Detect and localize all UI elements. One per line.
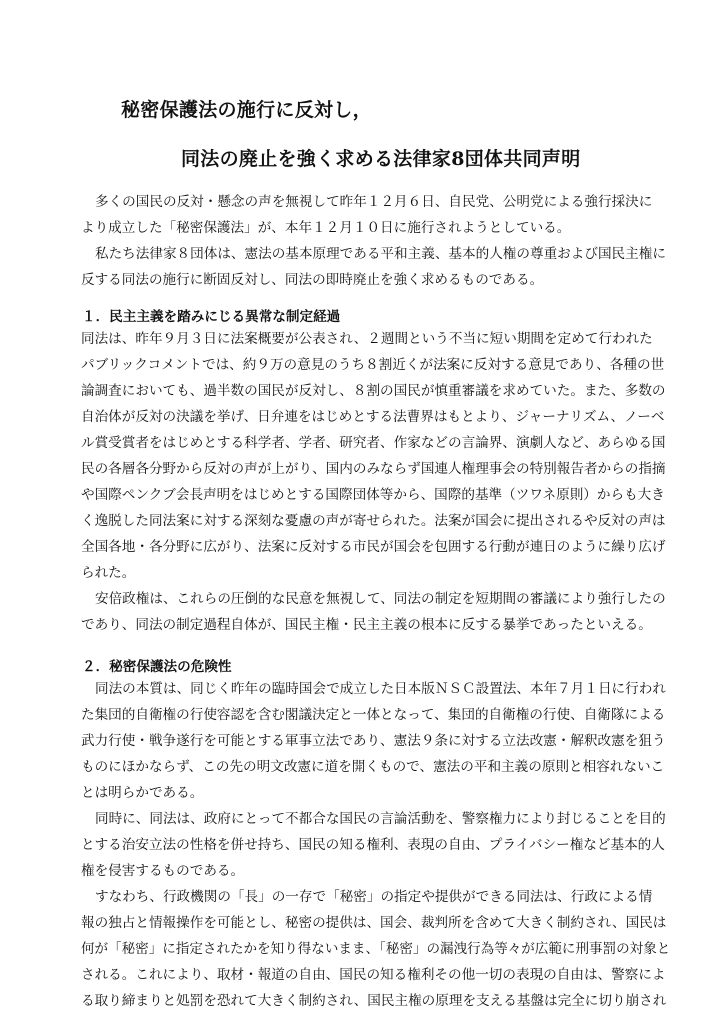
intro-line: 多くの国民の反対・懸念の声を無視して昨年１２月６日、自民党、公明党による強行採決に bbox=[95, 194, 653, 210]
body-line: や国際ペンクブ会長声明をはじめとする国際団体等から、国際的基準（ツワネ原則）からも大き bbox=[81, 487, 665, 503]
intro-line: 反する同法の施行に断固反対し、同法の即時廃止を強く求めるものである。 bbox=[81, 272, 544, 288]
intro-line: より成立した「秘密保護法」が、本年１２月１０日に施行されようとしている。 bbox=[81, 220, 571, 236]
body-line: 同法は、昨年９月３日に法案概要が公表され、２週間という不当に短い期間を定めて行われた bbox=[81, 331, 653, 347]
body-line: られた。 bbox=[81, 565, 136, 581]
body-line: 権を侵害するものである。 bbox=[81, 863, 245, 879]
body-line: すなわち、行政機関の「長」の一存で「秘密」の指定や提供ができる同法は、行政による情 bbox=[95, 889, 653, 905]
body-line: 何が「秘密」に指定されたかを知り得ないまま、「秘密」の漏洩行為等々が広範に刑事罰の対象と bbox=[80, 941, 671, 957]
body-line: 安倍政権は、これらの圧倒的な民意を無視して、同法の制定を短期間の審議により強行したの bbox=[95, 591, 666, 607]
body-line: た集団的自衛権の行使容認を含む閣議決定と一体となって、集団的自衛権の行使、自衛隊による bbox=[81, 707, 666, 723]
body-line: 全国各地・各分野に広がり、法案に反対する市民が国会を包囲する行動が連日のように繰り広げ bbox=[81, 539, 666, 555]
statement-title-line-1: 秘密保護法の施行に反対し， bbox=[121, 99, 372, 121]
body-line: ものにほかならず、この先の明文改憲に道を開くもので、憲法の平和主義の原則と相容れないこ bbox=[81, 759, 665, 775]
body-line: される。これにより、取材・報道の自由、国民の知る権利その他一切の表現の自由は、警察によ bbox=[81, 967, 666, 983]
body-line: 武力行使・戦争遂行を可能とする軍事立法であり、憲法９条に対する立法改憲・解釈改憲を狙う bbox=[81, 733, 666, 749]
body-line: 論調査においても、過半数の国民が反対し、８割の国民が慎重審議を求めていた。また、多数の bbox=[81, 383, 666, 399]
section-heading: １．民主主義を踏みにじる異常な制定経過 bbox=[82, 309, 341, 325]
body-line: 同時に、同法は、政府にとって不都合な国民の言論活動を、警察権力により封じることを目的 bbox=[95, 811, 666, 827]
body-line: ル賞受賞者をはじめとする科学者、学者、研究者、作家などの言論界、演劇人など、あらゆる国 bbox=[81, 435, 666, 451]
body-line: とは明らかである。 bbox=[81, 785, 204, 801]
section-heading: ２．秘密保護法の危険性 bbox=[82, 659, 232, 675]
body-line: 自治体が反対の決議を挙げ、日弁連をはじめとする法曹界はもとより、ジャーナリズム、ノーベ bbox=[81, 409, 665, 425]
statement-title-line-2: 同法の廃止を強く求める法律家8団体共同声明 bbox=[181, 148, 581, 170]
body-line: 民の各層各分野から反対の声が上がり、国内のみならず国連人権理事会の特別報告者からの指摘 bbox=[81, 461, 666, 477]
body-line: 報の独占と情報操作を可能とし、秘密の提供は、国会、裁判所を含めて大きく制約され、国民は bbox=[81, 915, 667, 931]
body-line: パブリックコメントでは、約９万の意見のうち８割近くが法案に反対する意見であり、各種の世 bbox=[81, 357, 665, 373]
body-line: とする治安立法の性格を併せ持ち、国民の知る権利、表現の自由、プライバシー権など基本的人 bbox=[81, 837, 665, 853]
intro-line: 私たち法律家８団体は、憲法の基本原理である平和主義、基本的人権の尊重および国民主権に bbox=[95, 246, 666, 262]
body-line: であり、同法の制定過程自体が、国民主権・民主主義の根本に反する暴挙であったといえる。 bbox=[81, 617, 652, 633]
body-line: 同法の本質は、同じく昨年の臨時国会で成立した日本版ＮＳＣ設置法、本年７月１日に行われ bbox=[95, 681, 666, 697]
body-line: る取り締まりと処罰を恐れて大きく制約され、国民主権の原理を支える基盤は完全に切り崩され bbox=[81, 993, 667, 1009]
body-line: く逸脱した同法案に対する深刻な憂慮の声が寄せられた。法案が国会に提出されるや反対の声は bbox=[81, 513, 666, 529]
